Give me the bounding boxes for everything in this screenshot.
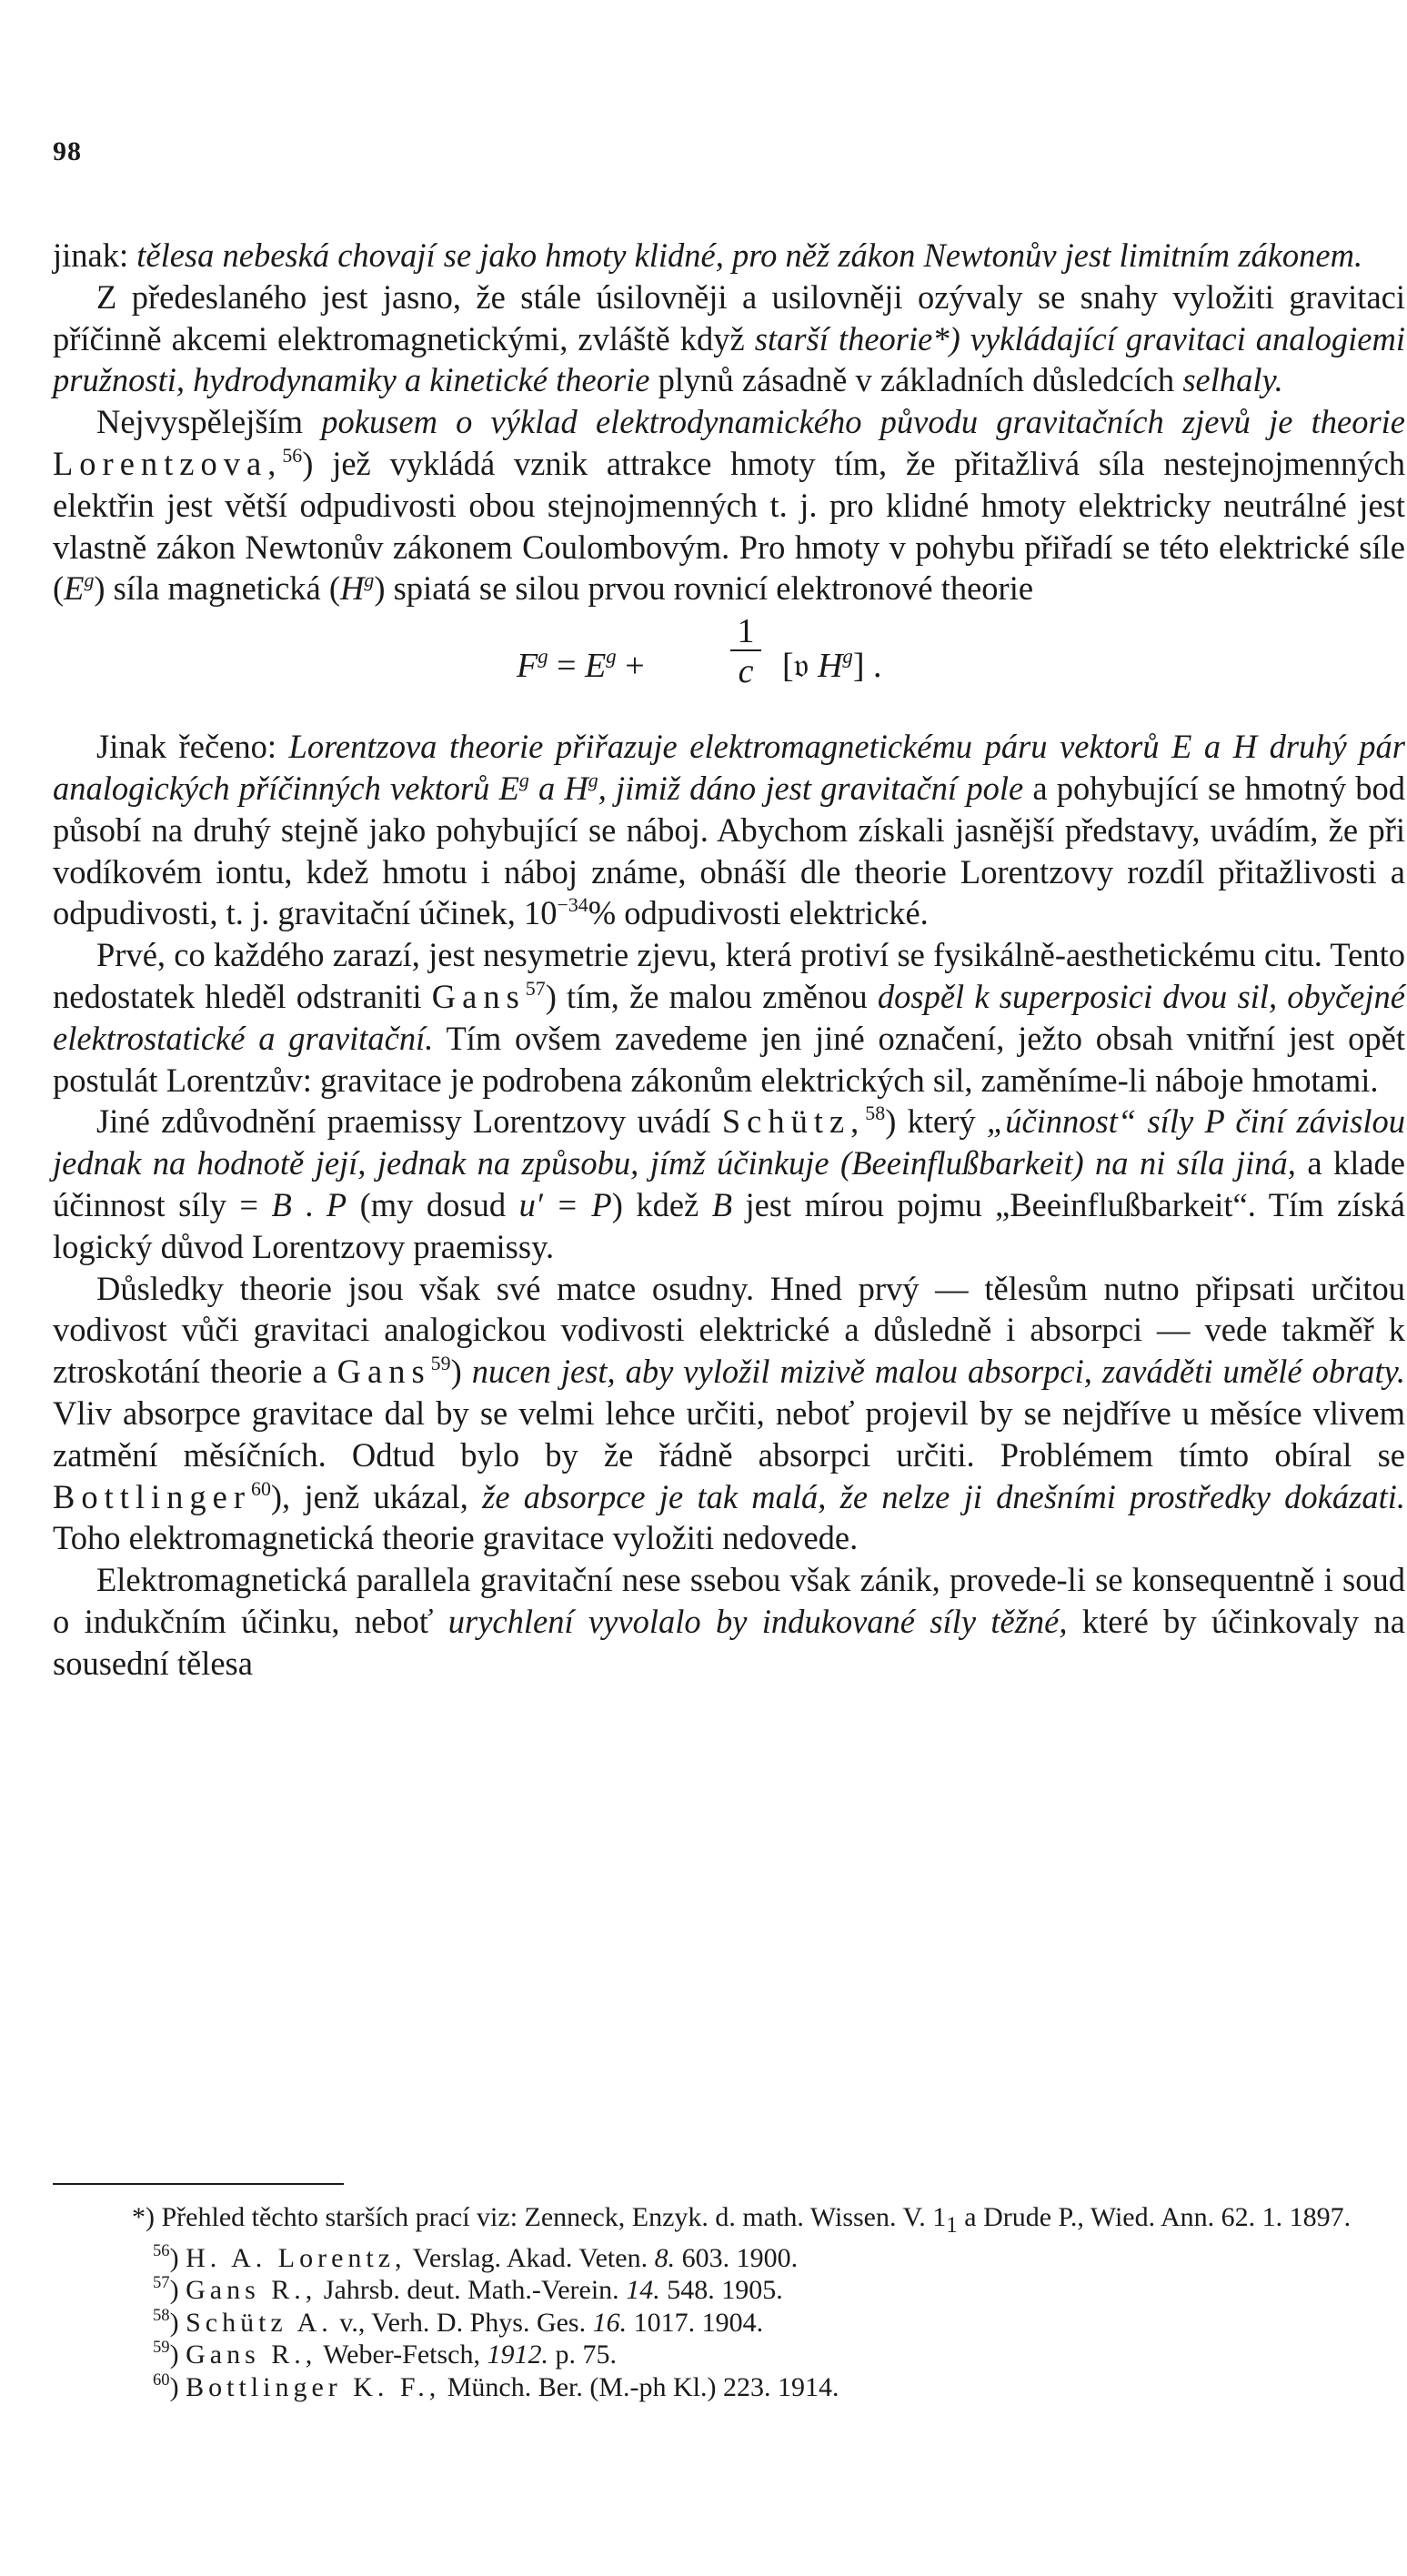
- superscript: g: [606, 645, 617, 669]
- footnote-text: Přehled těchto starších prací viz: Zenneck, Enzyk. d. math. Wissen. V. 1: [155, 2202, 947, 2232]
- superscript: g: [842, 645, 853, 669]
- author-name: Gans: [431, 977, 526, 1015]
- text: Jinak řečeno:: [96, 728, 289, 766]
- author-name: Schütz A.: [186, 2307, 333, 2338]
- text: ): [450, 1353, 472, 1391]
- text: ) síla magnetická (: [94, 569, 341, 608]
- footnote-text: 548. 1905.: [659, 2275, 783, 2306]
- emphasis: selhaly.: [1182, 361, 1283, 399]
- footnote-text: Weber-Fetsch,: [317, 2340, 487, 2370]
- text: % odpudivosti elektrické.: [588, 894, 929, 932]
- footnote-mark: 57: [153, 2273, 170, 2293]
- symbol: H: [817, 647, 843, 686]
- emphasis: „účinnost“ síly P činí závislou jednak na hodnotě její, jednak na způsobu, jímž účinkuje (Beeinflußbarkeit) na ni síla jiná,: [53, 1102, 1406, 1182]
- emphasis: že absorpce je tak malá, že nelze ji dnešními prostředky dokázati.: [482, 1477, 1405, 1515]
- plus-sign: +: [616, 647, 645, 686]
- footnote-mark: *): [132, 2202, 155, 2232]
- emphasis: , jimiž dáno jest gravitační pole: [598, 769, 1024, 807]
- symbol: 𝔳: [793, 647, 818, 686]
- fraction-denominator: c: [738, 652, 754, 691]
- footnote-text: 1017. 1904.: [627, 2307, 764, 2338]
- text: a klade účinnost síly =: [53, 1144, 1405, 1223]
- footnote-separator: [53, 2183, 344, 2185]
- footnote-58: $^{58}$) Schütz A. v., Verh. D. Phys. Ges. 16. 1017. 1904.: [153, 2305, 764, 2338]
- symbol: E: [585, 647, 607, 686]
- footnote-56: $^{56}$) H. A. Lorentz, Verslag. Akad. Veten. 8. 603. 1900.: [153, 2240, 799, 2273]
- superscript: g: [538, 645, 548, 669]
- formula-right: [782, 646, 881, 688]
- author-name: Gans R.,: [186, 2340, 317, 2370]
- emphasis: tělesa nebeská chovají se jako hmoty klidné, pro něž zákon Newtonův jest limitním zákonem.: [136, 236, 1363, 274]
- text: Prvé, co každého zarazí, jest nesymetrie zjevu, která protiví se fysikálně-aesthetickému citu. Tento nedostatek hleděl odstraniti: [53, 936, 1405, 1015]
- footnote-57: $^{57}$) Gans R., Jahrsb. deut. Math.-Verein. 14. 548. 1905.: [153, 2273, 783, 2306]
- footnote-ref[interactable]: *): [932, 319, 960, 357]
- superscript: g: [84, 569, 95, 592]
- footnote-60: $^{60}$) Bottlinger K. F., Münch. Ber. (M.-ph Kl.) 223. 1914.: [153, 2370, 839, 2402]
- author-name: Bottlinger K. F.,: [186, 2371, 441, 2402]
- text: Z předeslaného jest jasno, že stále úsilovněji a usilovněji ozývaly se snahy vyložiti gravitaci příčinně akcemi elektromagnetickými, zvláště když: [53, 277, 1405, 357]
- text: (my dosud: [347, 1185, 519, 1223]
- footnote-text: a Drude P., Wied. Ann. 62. 1. 1897.: [957, 2202, 1352, 2232]
- footnote-mark: 56: [153, 2240, 170, 2260]
- text: které by účinkovaly na sousední tělesa: [53, 1602, 1405, 1682]
- equals-sign: =: [548, 647, 586, 686]
- footnote-star: [53, 2201, 1405, 2242]
- footnote-mark: 58: [153, 2305, 170, 2325]
- paragraph-6: [53, 1101, 1405, 1267]
- text: jinak:: [53, 236, 137, 274]
- text: Toho elektromagnetická theorie gravitace vyložiti nedovede.: [53, 1519, 859, 1557]
- symbol: H: [340, 569, 365, 608]
- author-name: Bottlinger: [53, 1477, 252, 1515]
- symbol: B: [271, 1185, 292, 1223]
- symbol: B: [711, 1185, 733, 1223]
- text: Vliv absorpce gravitace dal by se velmi lehce určiti, neboť projevil by se nejdříve u měsíce vlivem zatmění měsíčních. Odtud bylo by že řádně absorpci určiti. Problémem tímto obíral se: [53, 1394, 1405, 1474]
- book-page: [53, 0, 1406, 2576]
- emphasis: nucen jest, aby vyložil mizivě malou absorpci, zaváděti umělé obraty.: [471, 1353, 1405, 1391]
- paragraph-1: [53, 235, 1405, 277]
- superscript: g: [518, 768, 529, 791]
- formula: [53, 609, 1405, 726]
- text: Důsledky theorie jsou však své matce osudny. Hned prvý — tělesům nutno připsati určitou vodivost vůči gravitaci analogickou vodivosti elektrické a důsledně i absorpci — vede takměř k ztroskotání theorie a: [53, 1269, 1405, 1391]
- text: ), jenž ukázal,: [270, 1477, 483, 1515]
- footnote-text: v., Verh. D. Phys. Ges.: [332, 2307, 593, 2338]
- bracket: [: [782, 647, 794, 686]
- footnote-ref[interactable]: 56: [282, 443, 303, 467]
- symbol: F: [517, 647, 538, 686]
- text: plynů zásadně v základních důsledcích: [649, 361, 1183, 399]
- emphasis: vykládající gravitaci analogiemi pružnosti, hydrodynamiky a kinetické theorie: [53, 319, 1405, 399]
- symbol: E: [64, 569, 85, 608]
- volume: 1912.: [487, 2340, 548, 2370]
- emphasis: a H: [528, 769, 588, 807]
- paragraph-2: [53, 277, 1405, 401]
- paragraph-4: [53, 726, 1405, 934]
- volume: 16.: [592, 2307, 628, 2338]
- volume: 8.: [654, 2242, 676, 2273]
- text: a pohybující se hmotný bod působí na druhý stejně jako pohybující se náboj. Abychom získali jasnější představy, uvádím, že při vodíkovém iontu, kdež hmotu i náboj známe, obnáší dle theorie Lorentzovy rozdíl přitažlivosti a odpudivosti, t. j. gravitační účinek, 10: [53, 769, 1406, 932]
- text: Elektromagnetická parallela gravitační nese ssebou však zánik, provede-li se konsequentně i soud o indukčním účinku, neboť: [53, 1561, 1405, 1640]
- text: jest mírou pojmu „Beeinflußbarkeit“. Tím získá logický důvod Lorentzovy praemissy.: [53, 1185, 1406, 1265]
- footnote-text: p. 75.: [548, 2340, 617, 2370]
- emphasis: urychlení vyvolalo by indukované síly těžné,: [447, 1602, 1068, 1640]
- text: Jiné zdůvodnění praemissy Lorentzovy uvádí: [96, 1102, 722, 1141]
- subscript: 1: [946, 2213, 958, 2238]
- text: ) spiatá se silou prvou rovnicí elektronové theorie: [374, 569, 1034, 608]
- footnote-text: Verslag. Akad. Veten.: [406, 2242, 655, 2273]
- text: .: [291, 1185, 327, 1223]
- author-name: Gans: [337, 1353, 431, 1391]
- body-text: [53, 235, 1405, 1685]
- superscript: −34: [557, 893, 588, 917]
- superscript: g: [588, 768, 598, 791]
- text: Tím ovšem zavedeme jen jiné označení, ježto obsah vnitřní jest opět postulát Lorentzův: gravitace je podrobena zákonům elektrických sil, zaměníme-li náboje hmotami.: [53, 1019, 1405, 1099]
- emphasis: dospěl k superposici dvou sil, obyčejné elektrostatické a gravitační.: [53, 977, 1405, 1057]
- superscript: g: [364, 569, 375, 592]
- footnote-ref[interactable]: 59: [430, 1351, 451, 1374]
- footnote-ref[interactable]: 57: [525, 976, 546, 1000]
- author-name: Schütz,: [721, 1102, 866, 1141]
- volume: 14.: [626, 2275, 660, 2306]
- footnote-text: 603. 1900.: [675, 2242, 799, 2273]
- emphasis: Lorentzova theorie přiřazuje elektromagnetickému páru vektorů E a H druhý pár analogických příčinných vektorů E: [53, 728, 1405, 807]
- footnote-mark: 60: [153, 2370, 170, 2390]
- footnote-59: $^{59}$) Gans R., Weber-Fetsch, 1912. p. 75.: [153, 2338, 617, 2370]
- paragraph-3: [53, 401, 1405, 609]
- text: Nejvyspělejším: [96, 403, 322, 441]
- symbol: P: [326, 1185, 347, 1223]
- footnote-mark: 59: [153, 2338, 170, 2358]
- paragraph-5: [53, 934, 1405, 1101]
- paragraph-8: [53, 1559, 1405, 1684]
- fraction: [730, 613, 761, 691]
- author-name: H. A. Lorentz,: [186, 2242, 407, 2273]
- paragraph-7: [53, 1268, 1405, 1560]
- bracket: ] .: [852, 647, 882, 686]
- emphasis: pokusem o výklad elektrodynamického původu gravitačních zjevů je theorie: [321, 403, 1405, 441]
- text: ) jež vykládá vznik attrakce hmoty tím, že přitažlivá síla nestejnojmenných elektřin jest větší odpudivosti obou stejnojmenných t. j. pro klidné hmoty elektricky neutrálné jest vlastně zákon Newtonův zákonem Coulombovým. Pro hmoty v pohybu přiřadí se této elektrické síle (: [53, 444, 1405, 608]
- text: ) který: [885, 1102, 987, 1141]
- formula-left: [517, 646, 645, 688]
- emphasis: starší theorie: [754, 319, 933, 357]
- footnote-ref[interactable]: 58: [865, 1102, 886, 1125]
- symbol: u′ = P: [518, 1185, 612, 1223]
- author-name: Gans R.,: [186, 2275, 317, 2306]
- page-number: 98: [53, 136, 82, 166]
- footnotes: [53, 2201, 1405, 2404]
- author-name: Lorentzova,: [53, 444, 283, 482]
- footnote-ref[interactable]: 60: [251, 1476, 271, 1500]
- text: ) tím, že malou změnou: [545, 977, 878, 1015]
- footnote-text: Münch. Ber. (M.-ph Kl.) 223. 1914.: [440, 2371, 839, 2402]
- footnote-text: Jahrsb. deut. Math.-Verein.: [317, 2275, 627, 2306]
- text: ) kdež: [611, 1185, 712, 1223]
- fraction-numerator: 1: [730, 613, 761, 651]
